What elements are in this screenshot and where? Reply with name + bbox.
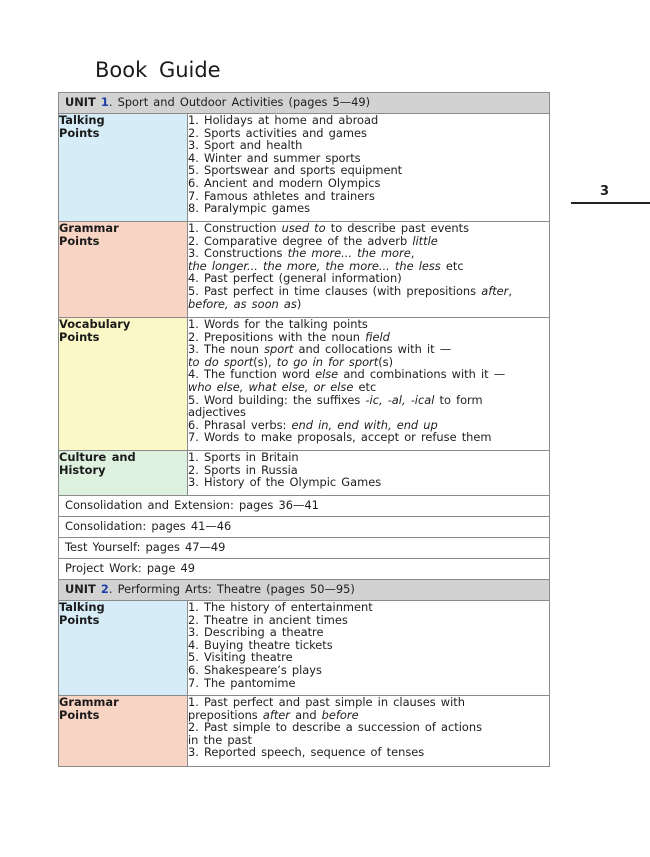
category-label: Points [59, 125, 100, 140]
category-label: Culture and [59, 450, 136, 464]
list-item: 5. Visiting theatre [188, 650, 293, 665]
unit-1-header-row [59, 93, 550, 114]
list-item: 1. Past perfect and past simple in clauses with prepositions after and before [188, 695, 465, 722]
extra-cell: Consolidation: pages 41—46 [59, 517, 550, 538]
page-title: Book Guide [95, 58, 221, 82]
category-label: Points [59, 707, 100, 722]
extra-row [59, 496, 550, 517]
unit-number: 1 [100, 95, 109, 109]
unit-title: . Performing Arts: Theatre (pages 50—95) [108, 582, 355, 596]
list-item: 4. Buying theatre tickets [188, 637, 333, 652]
list-item: 3. History of the Olympic Games [188, 475, 382, 490]
unit-label: UNIT [65, 95, 96, 109]
items-cell [188, 114, 550, 222]
extra-row [59, 538, 550, 559]
unit-number: 2 [100, 582, 109, 596]
list-item: 3. The noun sport and collocations with it — to do sport(s), to go in for sport(s) [188, 342, 452, 369]
category-label: Grammar [59, 695, 119, 709]
list-item: 4. The function word else and combinations with it — who else, what else, or else etc [188, 367, 506, 394]
category-cell [59, 601, 188, 696]
list-item: 5. Word building: the suffixes -ic, -al, -ical to form adjectives [188, 392, 483, 420]
unit-2-header [59, 580, 550, 601]
list-item: 2. Prepositions with the noun field [188, 329, 390, 344]
category-cell [59, 318, 188, 451]
category-label: Talking [59, 113, 105, 127]
category-label: History [59, 462, 106, 477]
extra-cell: Test Yourself: pages 47—49 [59, 538, 550, 559]
list-item: 3. Describing a theatre [188, 625, 324, 640]
book-guide-table [58, 92, 550, 767]
category-cell [59, 696, 188, 767]
unit-1-grammar-points-row [59, 222, 550, 318]
list-item: 8. Paralympic games [188, 201, 311, 216]
unit-1-culture-history-row [59, 451, 550, 496]
list-item: 6. Ancient and modern Olympics [188, 175, 381, 190]
items-cell [188, 696, 550, 767]
category-label: Grammar [59, 221, 119, 235]
list-item: 5. Sportswear and sports equipment [188, 163, 403, 178]
list-item: 7. The pantomime [188, 675, 296, 690]
unit-1-header [59, 93, 550, 114]
list-item: 4. Winter and summer sports [188, 150, 361, 165]
items-cell [188, 318, 550, 451]
unit-2-grammar-points-row [59, 696, 550, 767]
list-item: 5. Past perfect in time clauses (with prepositions after, before, as soon as) [188, 283, 512, 311]
list-item: 1. Holidays at home and abroad [188, 113, 379, 127]
list-item: 6. Phrasal verbs: end in, end with, end up [188, 417, 438, 432]
list-item: 2. Sports activities and games [188, 125, 367, 140]
page-number: 3 [600, 184, 610, 199]
list-item: 1. Sports in Britain [188, 450, 299, 464]
list-item: 2. Theatre in ancient times [188, 612, 348, 627]
category-label: Talking [59, 600, 105, 614]
unit-2-header-row [59, 580, 550, 601]
category-label: Points [59, 612, 100, 627]
unit-title: . Sport and Outdoor Activities (pages 5—49) [108, 95, 371, 109]
category-cell [59, 114, 188, 222]
items-cell [188, 601, 550, 696]
list-item: 1. The history of entertainment [188, 600, 373, 614]
extra-row [59, 559, 550, 580]
list-item: 6. Shakespeare’s plays [188, 662, 322, 677]
unit-1-vocabulary-points-row [59, 318, 550, 451]
list-item: 3. Constructions the more... the more, the longer... the more, the more... the less etc [188, 246, 464, 273]
extra-row [59, 517, 550, 538]
list-item: 7. Famous athletes and trainers [188, 188, 375, 203]
page-number-rule [571, 202, 650, 204]
list-item: 3. Reported speech, sequence of tenses [188, 745, 425, 760]
extra-cell: Project Work: page 49 [59, 559, 550, 580]
list-item: 2. Comparative degree of the adverb little [188, 233, 438, 248]
list-item: 7. Words to make proposals, accept or refuse them [188, 430, 492, 445]
category-label: Points [59, 329, 100, 344]
category-cell [59, 222, 188, 318]
list-item: 2. Sports in Russia [188, 462, 298, 477]
list-item: 2. Past simple to describe a succession of actions in the past [188, 720, 483, 747]
list-item: 1. Words for the talking points [188, 317, 368, 331]
category-label: Vocabulary [59, 317, 131, 331]
list-item: 4. Past perfect (general information) [188, 271, 402, 286]
unit-1-talking-points-row [59, 114, 550, 222]
list-item: 3. Sport and health [188, 138, 303, 153]
extra-cell: Consolidation and Extension: pages 36—41 [59, 496, 550, 517]
unit-label: UNIT [65, 582, 96, 596]
list-item: 1. Construction used to to describe past events [188, 221, 470, 235]
unit-2-talking-points-row [59, 601, 550, 696]
category-cell [59, 451, 188, 496]
items-cell [188, 451, 550, 496]
category-label: Points [59, 233, 100, 248]
items-cell [188, 222, 550, 318]
